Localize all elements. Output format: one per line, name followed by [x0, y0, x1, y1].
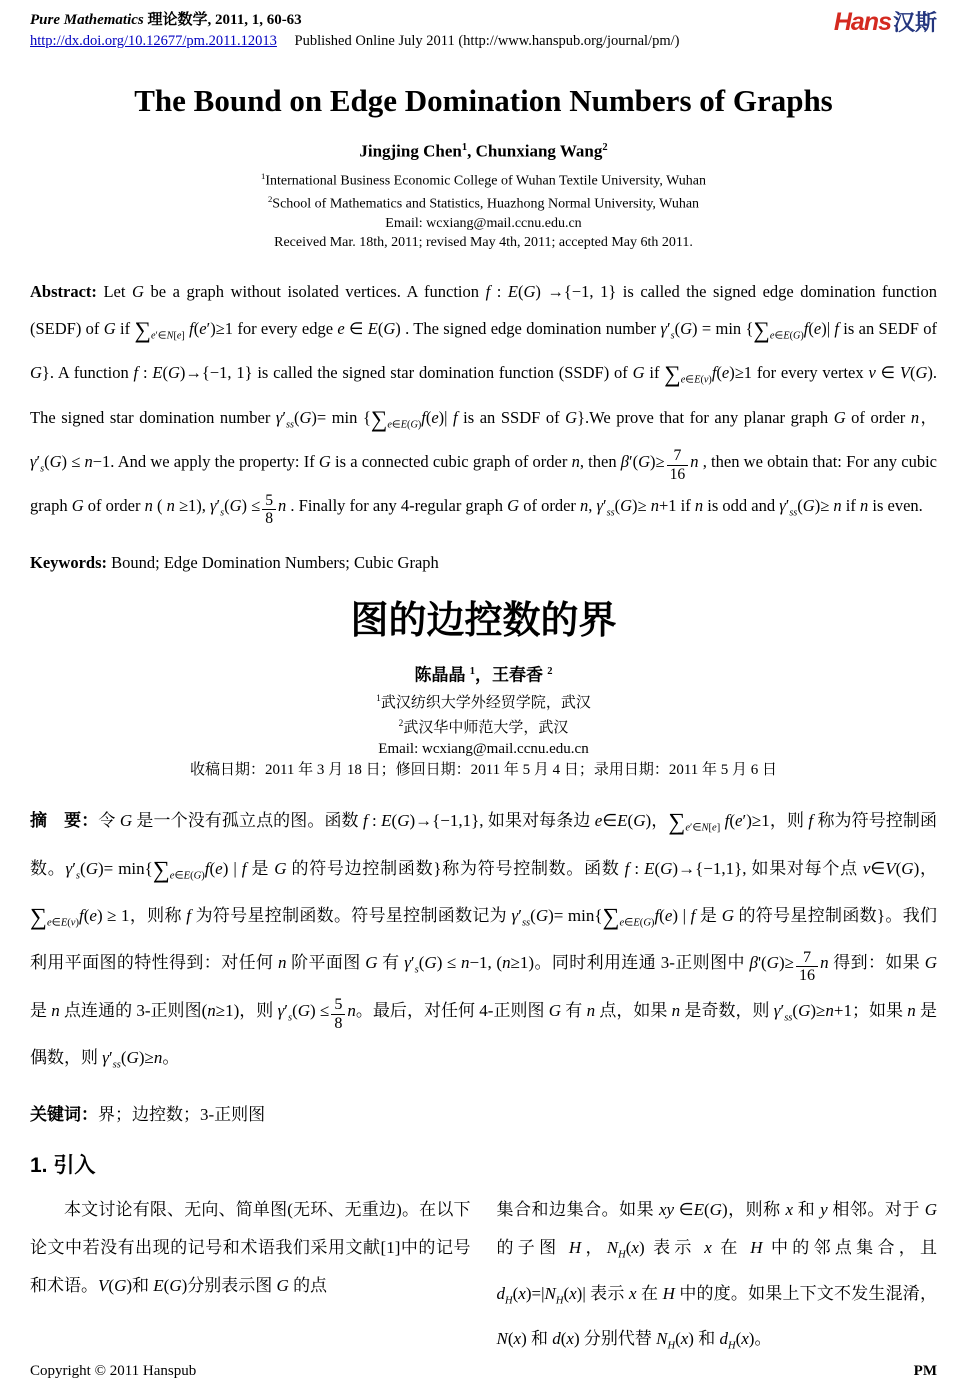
- hanspub-logo-cjk: 汉斯: [892, 10, 937, 35]
- authors-en: Jingjing Chen$^1$, Chunxiang Wang$^2$: [359, 141, 608, 161]
- email-line-en: Email: wcxiang@mail.ccnu.edu.cn: [385, 215, 582, 231]
- journal-issue-info: 理论数学, 2011, 1, 60-63: [147, 12, 302, 28]
- journal-name: Pure Mathematics: [30, 12, 144, 28]
- left-column: [30, 1191, 471, 1365]
- page-footer: [30, 1363, 937, 1380]
- doi-link[interactable]: http://dx.doi.org/10.12677/pm.2011.12013: [30, 33, 277, 49]
- paper-title-cn: 图的边控数的界: [350, 600, 617, 643]
- journal-doi-line: [30, 33, 679, 50]
- affiliation-1-en: $^1$International Business Economic College of Wuhan Textile University, Wuhan: [261, 170, 706, 189]
- affiliation-2-cn: $^2$武汉华中师范大学，武汉: [398, 719, 569, 737]
- affiliation-1-cn: $^1$武汉纺织大学外经贸学院，武汉: [376, 694, 591, 712]
- published-online-text: Published Online July 2011 (http://www.hanspub.org/journal/pm/): [294, 33, 680, 49]
- hanspub-logo-latin: Hans: [833, 8, 891, 36]
- affiliation-2-en: $^2$School of Mathematics and Statistics, Huazhong Normal University, Wuhan: [267, 194, 700, 212]
- journal-title-line: [30, 8, 679, 29]
- journal-header-left: [30, 8, 679, 50]
- paper-title-en: The Bound on Edge Domination Numbers of Graphs: [134, 83, 833, 118]
- received-line-en: Received Mar. 18th, 2011; revised May 4th, 2011; accepted May 6th 2011.: [274, 234, 693, 250]
- keywords-en: Keywords: Bound; Edge Domination Numbers; Cubic Graph: [30, 553, 439, 573]
- left-column-paragraph: 本文讨论有限、无向、简单图(无环、无重边)。在以下论文中若没有出现的记号和术语我们采用文献[1]中的记号和术语。V(G)和 E(G)分别表示图 G 的点: [30, 1200, 471, 1296]
- right-column-paragraph: 集合和边集合。如果 xy ∈E(G)，则称 x 和 y 相邻。对于 G 的子图 H，$N_H(x)$ 表示 x 在 H 中的邻点集合，且 $d_H(x)=|N_H(x)|$ 表示 x 在 H 中的度。如果上下文不发生混淆，N(x) 和 d(x) 分别代替 $N_H(x)$ 和 $d_H(x)$。: [496, 1200, 938, 1352]
- keywords-cn: 关键词：界；边控数；3-正则图: [30, 1105, 266, 1125]
- hanspub-logo: [834, 10, 937, 35]
- email-line-cn: Email: wcxiang@mail.ccnu.edu.cn: [378, 741, 589, 758]
- received-line-cn: 收稿日期：2011 年 3 月 18 日；修回日期：2011 年 5 月 4 日；录用日期：2011 年 5 月 6 日: [189, 762, 778, 779]
- copyright-text: Copyright © 2011 Hanspub: [30, 1363, 197, 1379]
- right-column: [497, 1191, 938, 1365]
- journal-abbr: PM: [913, 1363, 937, 1379]
- abstract-en: Abstract: Let G be a graph without isolated vertices. A function f : E(G) →{−1, 1} is called the signed edge domination function (SEDF) of G if $\sum_{e'\in N[e]}$ f(e′)≥1 for every edge e ∈ E(G) . The signed edge domination number $\gamma'_s(G) = \min \{\sum_{e\in E(G)}f(e)|$ f is an SEDF of G}. A function f : E(G)→{−1, 1} is called the signed star domination function (SSDF) of G if $\sum_{e\in E(v)}f(e)\ge 1$ for every vertex v ∈ V(G). The signed star domination number $\gamma'_{ss}(G)= \min \{\sum_{e\in E(G)}f(e)|$ f is an SSDF of G}.We prove that for any planar graph G of order n，$\gamma'_s(G) \le n-1$. And we apply the property: If G is a connected cubic graph of order n, then β′(G)≥ $\frac{7}{16}$ n , then we obtain that: For any cubic graph G of order n ( n ≥1), $\gamma'_s(G)$ ≤ $\frac{5}{8}$ n . Finally for any 4-regular graph G of order n, $\gamma'_{ss}(G)\ge n+1$ if n is odd and $\gamma'_{ss}(G)\ge n$ if n is even.: [30, 281, 937, 527]
- two-column-body: [30, 1191, 937, 1365]
- section-1-heading: 1. 引入: [30, 1154, 96, 1178]
- authors-cn: 陈晶晶 $^1$，王春香 $^2$: [414, 666, 553, 686]
- journal-header: [30, 8, 937, 50]
- abstract-cn: 摘 要：令 G 是一个没有孤立点的图。函数 f : E(G)→{−1,1}, 如果对每条边 e∈E(G)，$\sum_{e'\in N[e]}$ f(e′)≥1，则 f 称为符号控制函数。$\gamma'_s(G)= \min\{\sum_{e\in E(G)}f(e)$ | f 是 G 的符号边控制函数}称为符号控制数。函数 f : E(G)→{−1,1}, 如果对每个点 v∈V(G)，$\sum_{e\in E(v)}f(e) \ge 1$，则称 f 为符号星控制函数。符号星控制函数记为 $\gamma'_{ss}(G)= \min\{\sum_{e\in E(G)}f(e)$ | f 是 G 的符号星控制函数}。我们利用平面图的特性得到：对任何 n 阶平面图 G 有 $\gamma'_s(G) \le n-1$, (n≥1)。同时利用连通 3-正则图中 β'(G)≥ $\frac{7}{16}$ n 得到：如果 G 是 n 点连通的 3-正则图(n≥1)，则 $\gamma'_s(G)$ ≤ $\frac{5}{8}$ n。最后，对任何 4-正则图 G 有 n 点，如果 n 是奇数，则 $\gamma'_{ss}(G)\ge n+1$；如果 n 是偶数，则 $\gamma'_{ss}(G)\ge n$。: [30, 809, 938, 1071]
